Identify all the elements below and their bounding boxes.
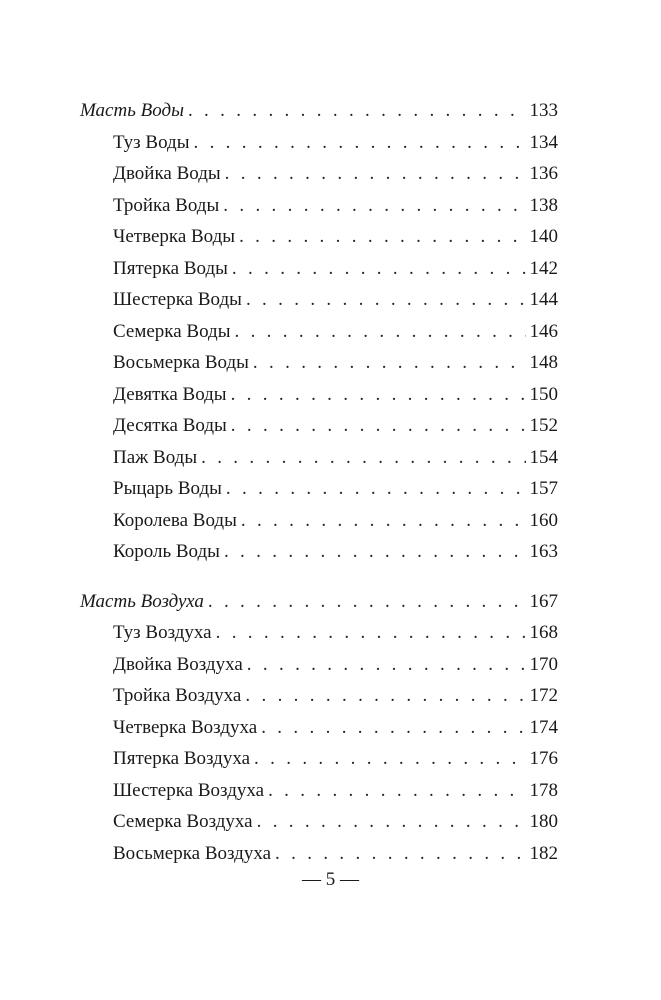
toc-entry-title: Двойка Воздуха [113, 653, 243, 675]
toc-entry [80, 158, 558, 190]
toc-page-number: 176 [529, 748, 558, 769]
toc-page-number: 172 [529, 685, 558, 706]
toc-entry-title: Семерка Воды [113, 320, 231, 342]
toc-section-heading [80, 95, 558, 127]
toc-heading-title: Масть Воды [80, 100, 184, 121]
toc-page-number: 154 [529, 446, 558, 468]
toc-page-number: 133 [529, 100, 558, 121]
toc-entry-title: Рыцарь Воды [113, 478, 222, 499]
toc-entry-title: Туз Воды [113, 131, 190, 153]
dot-leader [193, 127, 525, 159]
toc-page-number: 182 [529, 842, 558, 864]
toc-entry-title: Семерка Воздуха [113, 811, 253, 832]
dot-leader [245, 680, 525, 712]
toc-page-number: 180 [529, 811, 558, 832]
toc-entry [80, 221, 558, 253]
toc-entry [80, 505, 558, 537]
toc-heading-title: Масть Воздуха [80, 590, 204, 612]
toc-section-air [80, 586, 558, 870]
toc-entry-title: Четверка Воздуха [113, 716, 258, 738]
dot-leader [226, 473, 526, 505]
toc-page-number: 150 [529, 383, 558, 405]
toc-page-number: 157 [529, 478, 558, 499]
toc-entry-title: Пятерка Воздуха [113, 748, 251, 769]
toc-entry [80, 253, 558, 285]
dot-leader [188, 95, 526, 127]
toc-page-number: 168 [529, 622, 558, 643]
toc-entry-title: Пятерка Воды [113, 257, 228, 279]
dot-leader [254, 743, 525, 775]
toc-entry-title: Королева Воды [113, 509, 237, 531]
dot-leader [261, 712, 525, 744]
toc-entry [80, 649, 558, 681]
toc-page-number: 148 [529, 352, 558, 373]
toc-entry-title: Шестерка Воды [113, 289, 242, 310]
dot-leader [223, 190, 525, 222]
dot-leader [241, 505, 526, 537]
toc-entry [80, 442, 558, 474]
toc-page-number: 138 [529, 194, 558, 216]
toc-page-number: 134 [529, 131, 558, 153]
toc-page-number: 163 [529, 541, 558, 562]
toc-entry [80, 316, 558, 348]
toc-entry-title: Шестерка Воздуха [113, 779, 265, 801]
dot-leader [257, 806, 526, 838]
toc-entry [80, 127, 558, 159]
toc-entry [80, 379, 558, 411]
toc-entry-title: Паж Воды [113, 446, 198, 468]
toc-page-number: 178 [529, 779, 558, 801]
toc-entry [80, 838, 558, 870]
toc-entry [80, 775, 558, 807]
toc-page-number: 144 [529, 289, 558, 310]
toc-entry [80, 617, 558, 649]
toc-entry [80, 473, 558, 505]
dot-leader [247, 649, 526, 681]
toc-section-water [80, 95, 558, 568]
toc-page-number: 152 [529, 415, 558, 436]
toc-entry [80, 410, 558, 442]
toc-page-number: 170 [529, 653, 558, 675]
toc-entry [80, 347, 558, 379]
dot-leader [246, 284, 526, 316]
toc-entry [80, 712, 558, 744]
toc-entry [80, 743, 558, 775]
dot-leader [231, 379, 526, 411]
toc-entry-title: Туз Воздуха [113, 622, 212, 643]
dot-leader [224, 536, 526, 568]
toc-page-number: 142 [529, 257, 558, 279]
toc-entry-title: Четверка Воды [113, 226, 236, 247]
dot-leader [201, 442, 525, 474]
toc-section-heading [80, 586, 558, 618]
toc-page-number: 160 [529, 509, 558, 531]
toc-entry-title: Девятка Воды [113, 383, 227, 405]
toc-page-number: 146 [529, 320, 558, 342]
toc-entry [80, 806, 558, 838]
toc-entry-title: Король Воды [113, 541, 220, 562]
table-of-contents [80, 95, 558, 869]
dot-leader [268, 775, 525, 807]
dot-leader [216, 617, 526, 649]
toc-page-number: 174 [529, 716, 558, 738]
toc-entry-title: Тройка Воды [113, 194, 220, 216]
dot-leader [208, 586, 526, 618]
page-number-footer: — 5 — [302, 869, 359, 890]
toc-page-number: 136 [529, 163, 558, 184]
dot-leader [232, 253, 526, 285]
dot-leader [253, 347, 526, 379]
dot-leader [234, 316, 525, 348]
toc-entry [80, 284, 558, 316]
toc-page-number: 167 [529, 590, 558, 612]
toc-entry [80, 680, 558, 712]
toc-entry-title: Тройка Воздуха [113, 685, 242, 706]
toc-entry-title: Восьмерка Воздуха [113, 842, 272, 864]
dot-leader [239, 221, 525, 253]
toc-entry-title: Восьмерка Воды [113, 352, 249, 373]
toc-entry-title: Десятка Воды [113, 415, 227, 436]
dot-leader [225, 158, 526, 190]
toc-page-number: 140 [529, 226, 558, 247]
dot-leader [275, 838, 525, 870]
toc-entry [80, 190, 558, 222]
toc-entry-title: Двойка Воды [113, 163, 221, 184]
toc-entry [80, 536, 558, 568]
dot-leader [231, 410, 526, 442]
